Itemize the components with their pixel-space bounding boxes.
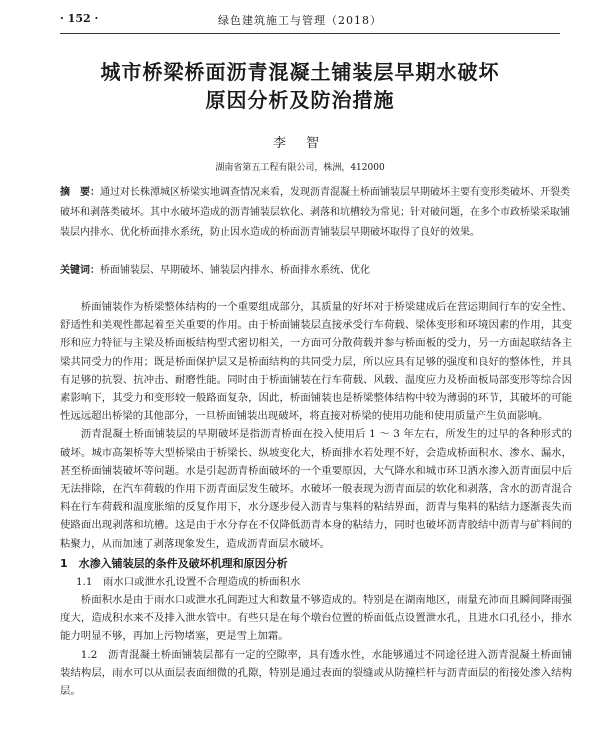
body-text	[60, 298, 572, 700]
abstract	[60, 183, 572, 243]
section-heading-1: 1 水渗入铺装层的条件及破坏机理和原因分析	[60, 556, 288, 570]
subsection-1-2: 1.2 沥青混凝土桥面铺装层都有一定的空隙率，具有透水性，水能够通过不同途径进入沥青混凝土桥面铺装结构层，雨水可以从面层表面细微的孔隙，特别是通过表面的裂缝或从防撞栏杆与沥青面层的衔接处渗入结构层。	[60, 648, 572, 698]
keywords-label: 关键词：	[60, 265, 100, 276]
paragraph-intro: 桥面铺装作为桥梁整体结构的一个重要组成部分，其质量的好坏对于桥梁建成后在营运期间行车的安全性、舒适性和美观性都起着至关重要的作用。由于桥面铺装层直接承受行车荷载、梁体变形和环境因素的作用，其变形和应力特征与主梁及桥面板结构型式密切相关，一方面可分散荷载并参与桥面板的受力，另一方面起联结各主梁共同受力的作用；既是桥面保护层又是桥面结构的共同受力层，所以应具有足够的强度和良好的整体性，并具有足够的抗裂、抗冲击、耐磨性能。同时由于桥面铺装在行车荷载、风载、温度应力及桥面板局部变形等综合因素影响下，其受力和变形较一般路面复杂，因此，桥面铺装也是桥梁整体结构中较为薄弱的环节，其破坏的可能性远远超出桥梁的其他部分，一旦桥面铺装出现破坏，将直接对桥梁的使用功能和使用质量产生负面影响。	[60, 301, 572, 423]
header-rule	[60, 33, 560, 34]
title-line-2: 原因分析及防治措施	[205, 88, 395, 112]
paragraph-early-damage: 沥青混凝土桥面铺装层的早期破坏是指沥青桥面在投入使用后 1 ～ 3 年左右，所发生的过早的各种形式的破坏。城市高架桥等大型桥梁由于桥梁长、纵坡变化大，桥面排水若处理不好，会造成桥面积水、渗水、漏水，甚至桥面铺装破坏等问题。水是引起沥青桥面破坏的一个重要原因，大气降水和城市环卫洒水渗入沥青面层中后无法排除，在汽车荷载的作用下沥青面层发生破坏。水破坏一般表现为沥青面层的软化和剥落，含水的沥青混合料在行车荷载和温度胀缩的反复作用下，水分逐步侵入沥青与集料的粘结界面，沥青与集料的粘结力逐渐丧失而使路面出现剥落和坑槽。这是由于水分存在不仅降低沥青本身的粘结力，同时也破坏沥青胶结中沥青与矿料间的粘聚力，从而加速了剥落现象发生，造成沥青面层水破坏。	[60, 428, 572, 550]
journal-header: 绿色建筑施工与管理（2018）	[218, 14, 382, 27]
abstract-text: 通过对长株潭城区桥梁实地调查情况来看，发现沥青混凝土桥面铺装层早期破坏主要有变形类破坏、开裂类破坏和剥落类破坏。其中水破坏造成的沥青铺装层软化、剥落和坑槽较为常见；针对破问题，在多个市政桥梁采取铺装层内排水、优化桥面排水系统，防止因水造成的桥面沥青铺装层早期破坏取得了良好的效果。	[60, 187, 570, 238]
paper-title	[0, 58, 600, 114]
page-number: · 152 ·	[60, 12, 99, 25]
keywords-text: 桥面铺装层、早期破坏、铺装层内排水、桥面排水系统、优化	[100, 265, 370, 276]
keywords	[60, 264, 572, 278]
paragraph-water-ponding: 桥面积水是由于雨水口或泄水孔间距过大和数量不够造成的。特别是在湖南地区，雨量充沛而且瞬间降雨强度大，造成积水来不及排入泄水管中。有些只是在每个墩台位置的桥面低点设置泄水孔，且进水口孔径小，排水能力明显不够，再加上污物堵塞，更是雪上加霜。	[60, 594, 572, 643]
subsection-heading-1-1: 1.1 雨水口或泄水孔设置不合理造成的桥面积水	[76, 575, 301, 588]
title-line-1: 城市桥梁桥面沥青混凝土铺装层早期水破坏	[100, 60, 500, 84]
affiliation: 湖南省第五工程有限公司，株洲，412000	[215, 163, 385, 173]
abstract-label: 摘 要：	[60, 187, 100, 198]
author: 李 智	[272, 136, 328, 151]
